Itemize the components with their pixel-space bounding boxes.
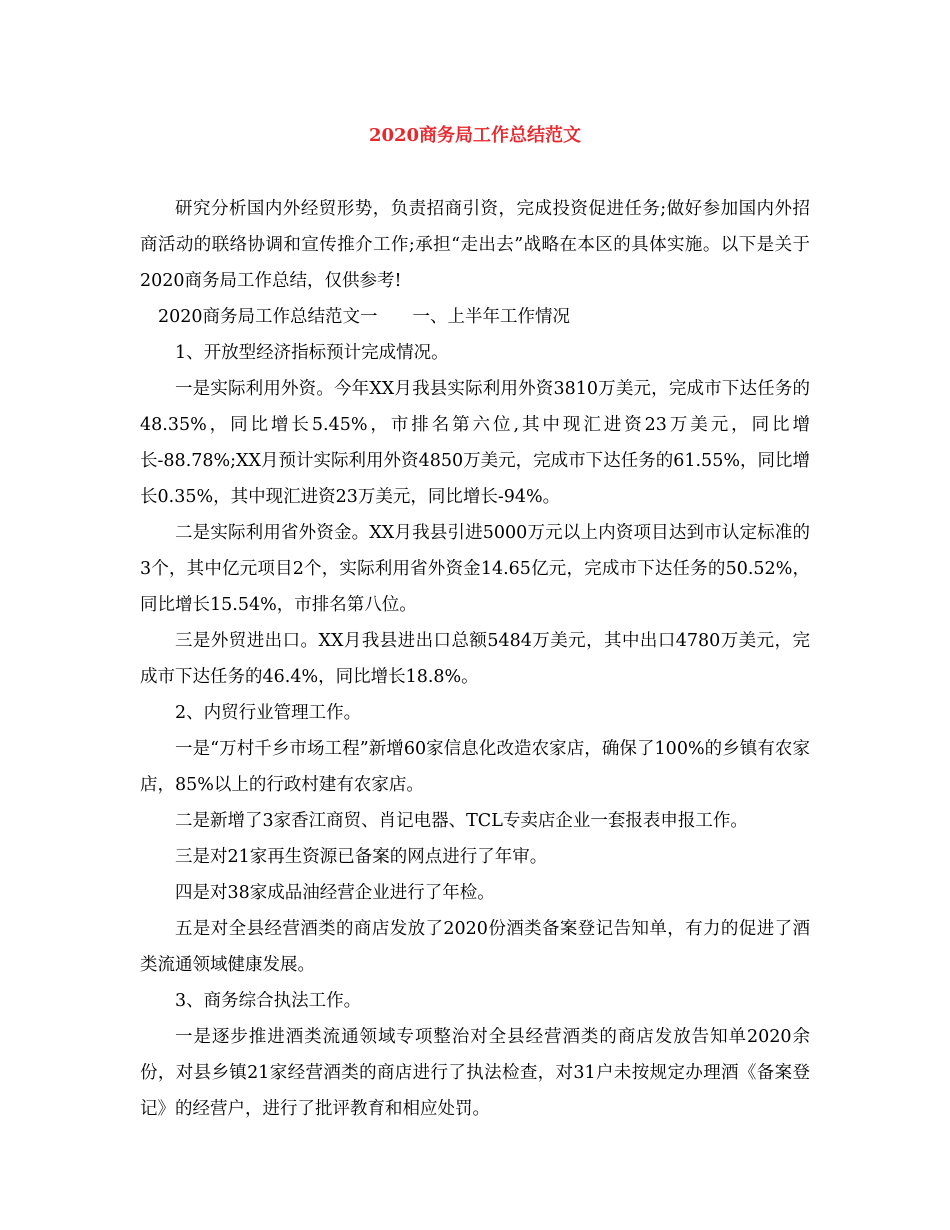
paragraph: 二是新增了3家香江商贸、肖记电器、TCL专卖店企业一套报表申报工作。	[175, 811, 748, 831]
section-heading: 2020商务局工作总结范文一 一、上半年工作情况	[158, 307, 571, 327]
document-body	[140, 191, 810, 1127]
subsection-heading: 1、开放型经济指标预计完成情况。	[175, 343, 449, 363]
document-title: 2020商务局工作总结范文	[368, 125, 582, 146]
paragraph: 一是逐步推进酒类流通领域专项整治对全县经营酒类的商店发放告知单2020余份，对县乡镇21家经营酒类的商店进行了执法检查，对31户未按规定办理酒《备案登记》的经营户，进行了批评教育和相应处罚。	[140, 1027, 810, 1119]
paragraph: 三是对21家再生资源已备案的网点进行了年审。	[175, 847, 548, 867]
paragraph: 五是对全县经营酒类的商店发放了2020份酒类备案登记告知单，有力的促进了酒类流通领域健康发展。	[140, 919, 810, 975]
paragraph: 二是实际利用省外资金。XX月我县引进5000万元以上内资项目达到市认定标准的3个，其中亿元项目2个，实际利用省外资金14.65亿元，完成市下达任务的50.52%，同比增长15.54%，市排名第八位。	[140, 523, 810, 615]
paragraph: 一是实际利用外资。今年XX月我县实际利用外资3810万美元，完成市下达任务的48.35%，同比增长5.45%，市排名第六位,其中现汇进资23万美元，同比增长-88.78%;XX月预计实际利用外资4850万美元，完成市下达任务的61.55%，同比增长0.35%，其中现汇进资23万美元，同比增长-94%。	[140, 379, 810, 507]
paragraph: 四是对38家成品油经营企业进行了年检。	[175, 883, 495, 903]
intro-paragraph: 研究分析国内外经贸形势，负责招商引资，完成投资促进任务;做好参加国内外招商活动的联络协调和宣传推介工作;承担“走出去”战略在本区的具体实施。以下是关于2020商务局工作总结，仅供参考!	[140, 199, 810, 291]
subsection-heading: 3、商务综合执法工作。	[175, 991, 362, 1011]
subsection-heading: 2、内贸行业管理工作。	[175, 703, 362, 723]
paragraph: 三是外贸进出口。XX月我县进出口总额5484万美元，其中出口4780万美元，完成市下达任务的46.4%，同比增长18.8%。	[140, 631, 810, 687]
paragraph: 一是“万村千乡市场工程”新增60家信息化改造农家店，确保了100%的乡镇有农家店，85%以上的行政村建有农家店。	[140, 739, 810, 795]
